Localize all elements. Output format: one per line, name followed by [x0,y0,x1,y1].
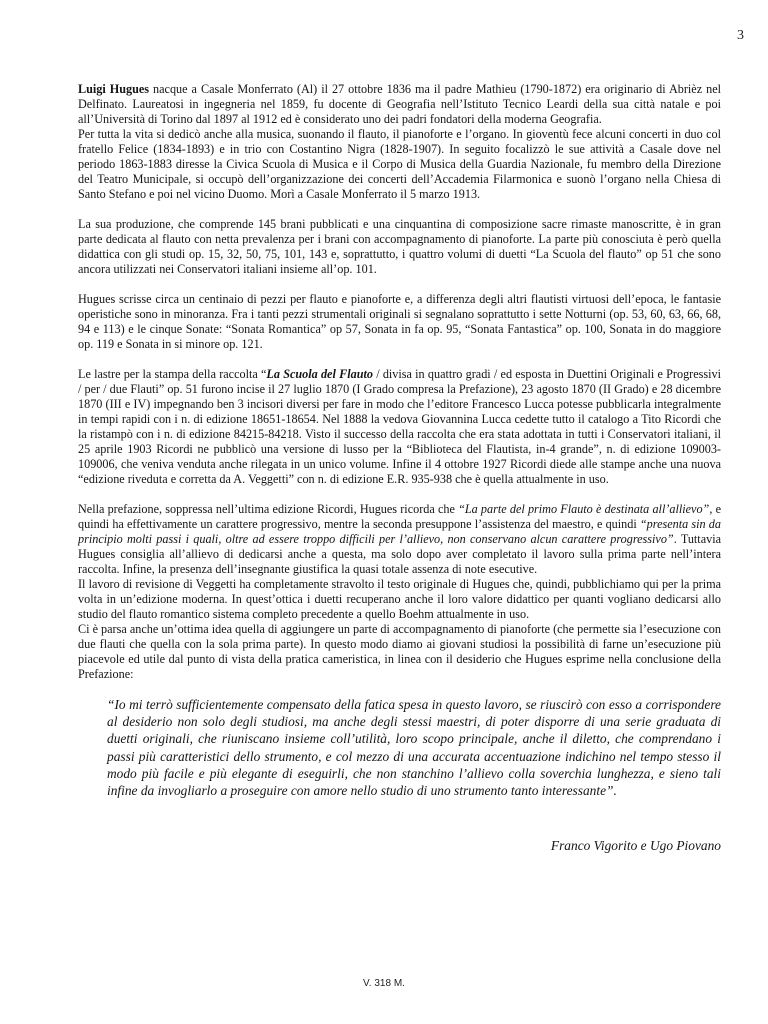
collection-title: La Scuola del Flauto [266,367,373,381]
preface-quote: “presenta sin da principio molti passi i quali, oltre ad essere troppo difficili per l’allievo, non conservano alcun carattere progressivo” [78,517,721,546]
block-quote: “Io mi terrò sufficientemente compensato della fatica spesa in questo lavoro, se riuscirò con esso a corrispondere al desiderio non solo degli studiosi, ma anche degli stessi maestri, di poter disporre di una serie graduata di duetti originali, che riuniscano insieme coll’utilità, loro scopo principale, anche il diletto, che comprendano i passi più caratteristici dello strumento, e col mezzo di una accurata accentuazione indichino nel tempo stesso il modo più facile e più elegante di eseguirli, che non stanchino l’allievo colla soverchia lunghezza, e sieno tali infine da invogliarlo a proseguire con amore nello studio di uno strumento tanto interessante”. [107,697,721,799]
paragraph-publication-history [78,367,721,487]
paragraph-piano-part: Ci è parsa anche un’ottima idea quella di aggiungere un parte di accompagnamento di pianoforte (che permette sia l’esecuzione con due flauti che quella con la sola prima parte). In questo modo diamo ai giovani studiosi la possibilità di farne un’esecuzione più piacevole ed utile dal punto di vista della pratica cameristica, in linea con il desiderio che Hugues esprime nella conclusione della Prefazione: [78,622,721,681]
paragraph-revision: Il lavoro di revisione di Veggetti ha completamente stravolto il testo originale di Hugues che, quindi, pubblichiamo qui per la prima volta in un’edizione moderna. In quest’ottica i duetti recuperano anche il loro valore didattico per quanti vogliano dedicarsi allo studio del flauto romantico sistema completo precedente a quello Boehm attualmente in uso. [78,577,721,621]
signature: Franco Vigorito e Ugo Piovano [550,838,721,853]
paragraph-preface [78,502,721,577]
paragraph-text: nacque a Casale Monferrato (Al) il 27 ottobre 1836 ma il padre Mathieu (1790-1872) era originario di Abrièz nel Delfinato. Laureatosi in ingegneria nel 1859, fu docente di Geografia nell’Istituto Tecnico Leardi della sua città natale e poi all’Università di Torino dal 1897 al 1912 ed è considerato uno dei padri fondatori della moderna Geografia. [78,82,721,126]
paragraph-biography [78,82,721,127]
page-number: 3 [737,28,744,43]
paragraph-text: Le lastre per la stampa della raccolta “ [78,367,267,381]
body-text [78,82,721,682]
author-name: Luigi Hugues [78,82,150,96]
paragraph-production: La sua produzione, che comprende 145 brani pubblicati e una cinquantina di composizione sacre rimaste manoscritte, è in gran parte dedicata al flauto con netta prevalenza per i brani con accompagnamento di pianoforte. La parte più conosciuta è però quella didattica con gli studi op. 15, 32, 50, 75, 101, 143 e, soprattutto, i quattro volumi di duetti “La Scuola del flauto” op 51 che sono ancora utilizzati nei Conservatori italiani insieme all’op. 101. [78,217,721,276]
edition-code: V. 318 M. [363,978,405,989]
paragraph-text: / divisa in quattro gradi / ed esposta in Duettini Originali e Progressivi / per / due Flauti” op. 51 furono incise il 27 luglio 1870 (I Grado compresa la Prefazione), 23 agosto 1870 (II Grado) e 28 dicembre 1870 (III e IV) impegnando ben 3 incisori diversi per fare in modo che l’editore Francesco Lucca potesse pubblicarla integralmente in tempi rapidi con i n. di edizione 18651-18654. Nel 1888 la vedova Giovannina Lucca cedette tutto il catalogo a Tito Ricordi che la ristampò con i n. di edizione 84215-84218. Visto il successo della raccolta che era stata adottata in tutti i Conservatori italiani, il 25 aprile 1903 Ricordi ne pubblicò una versione di lusso per la “Biblioteca del Flautista, in-4 grande”, n. di edizione 109003-109006, che veniva venduta anche rilegata in un unico volume. Infine il 4 ottobre 1927 Ricordi diede alle stampe anche una nuova “edizione riveduta e corretta da A. Veggetti” con n. di edizione E.R. 935-938 che è quella attualmente in uso. [78,367,721,486]
paragraph-text: Nella prefazione, soppressa nell’ultima edizione Ricordi, Hugues ricorda che [78,502,459,516]
paragraph-flute-piano-works: Hugues scrisse circa un centinaio di pezzi per flauto e pianoforte e, a differenza degli altri flautisti virtuosi dell’epoca, le fantasie operistiche sono in minoranza. Fra i tanti pezzi strumentali originali si segnalano soprattutto i sette Notturni (op. 53, 60, 63, 66, 68, 94 e 113) e le cinque Sonate: “Sonata Romantica” op 57, Sonata in fa op. 95, “Sonata Fantastica” op. 100, Sonata in do maggiore op. 119 e Sonata in si minore op. 121. [78,292,721,351]
paragraph-text: . Tuttavia Hugues consiglia all’allievo di dedicarsi anche a questa, ma solo dopo aver completato il lavoro sulla prima parte nell’intera raccolta. Infine, la presenza dell’insegnante giustifica la quasi totale assenza di note esecutive. [78,532,721,576]
preface-quote: “La parte del primo Flauto è destinata all’allievo” [458,502,710,516]
paragraph-music-life: Per tutta la vita si dedicò anche alla musica, suonando il flauto, il pianoforte e l’organo. In gioventù fece alcuni concerti in duo col fratello Felice (1834-1893) e in trio con Costantino Nigra (1828-1907). In seguito focalizzò le sue attività a Casale dove nel periodo 1863-1883 diresse la Civica Scuola di Musica e il Corpo di Musica della Guardia Nazionale, fu membro della Direzione del Teatro Municipale, si occupò dell’organizzazione dei concerti dell’Accademia Filarmonica e suonò l’organo nella Chiesa di Santo Stefano e poi nel vicino Duomo. Morì a Casale Monferrato il 5 marzo 1913. [78,127,721,201]
paragraph-text: , e quindi ha effettivamente un carattere progressivo, mentre la seconda presuppone l’assistenza del maestro, e quindi [78,502,722,531]
